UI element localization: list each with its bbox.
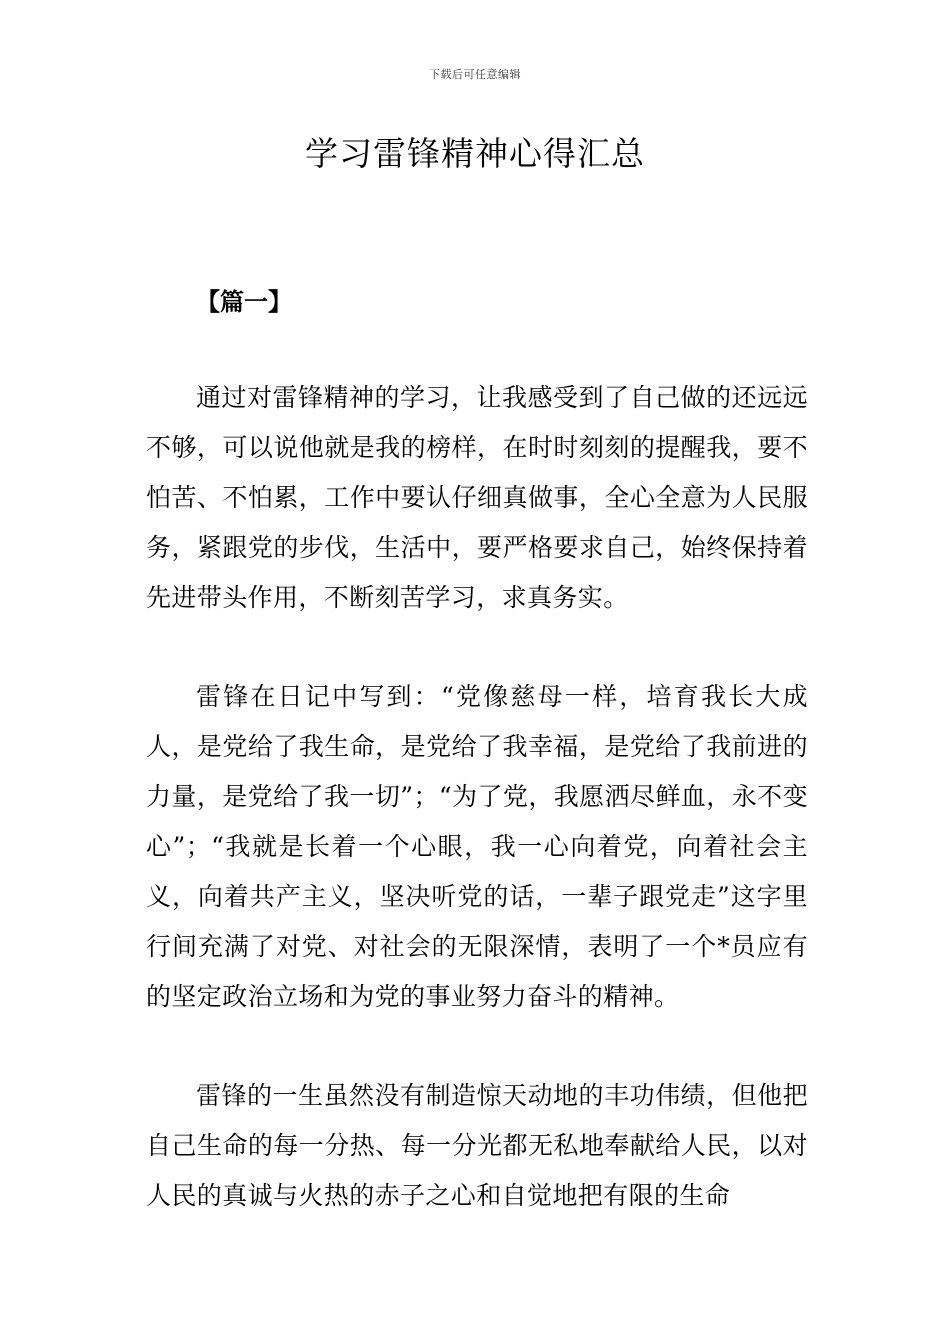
document-title: 学习雷锋精神心得汇总 bbox=[305, 134, 645, 173]
header-note: 下载后可任意编辑 bbox=[429, 68, 521, 81]
body-paragraph: 雷锋在日记中写到：“党像慈母一样，培育我长大成人，是党给了我生命，是党给了我幸福，是党给了我前进的力量，是党给了我一切”；“为了党，我愿洒尽鲜血，永不变心”；“我就是长着一个心眼，我一心向着党，向着社会主义，向着共产主义，坚决听党的话，一辈子跟党走”这字里行间充满了对党、对社会的无限深情，表明了一个*员应有的坚定政治立场和为党的事业努力奋斗的精神。 bbox=[146, 682, 808, 1011]
body-paragraph: 通过对雷锋精神的学习，让我感受到了自己做的还远远不够，可以说他就是我的榜样，在时时刻刻的提醒我，要不怕苦、不怕累，工作中要认仔细真做事，全心全意为人民服务，紧跟党的步伐，生活中，要严格要求自己，始终保持着先进带头作用，不断刻苦学习，求真务实。 bbox=[146, 383, 808, 612]
section-label: 【篇一】 bbox=[196, 288, 292, 316]
body-paragraph: 雷锋的一生虽然没有制造惊天动地的丰功伟绩，但他把自己生命的每一分热、每一分光都无私地奉献给人民，以对人民的真诚与火热的赤子之心和自觉地把有限的生命 bbox=[146, 1081, 808, 1210]
